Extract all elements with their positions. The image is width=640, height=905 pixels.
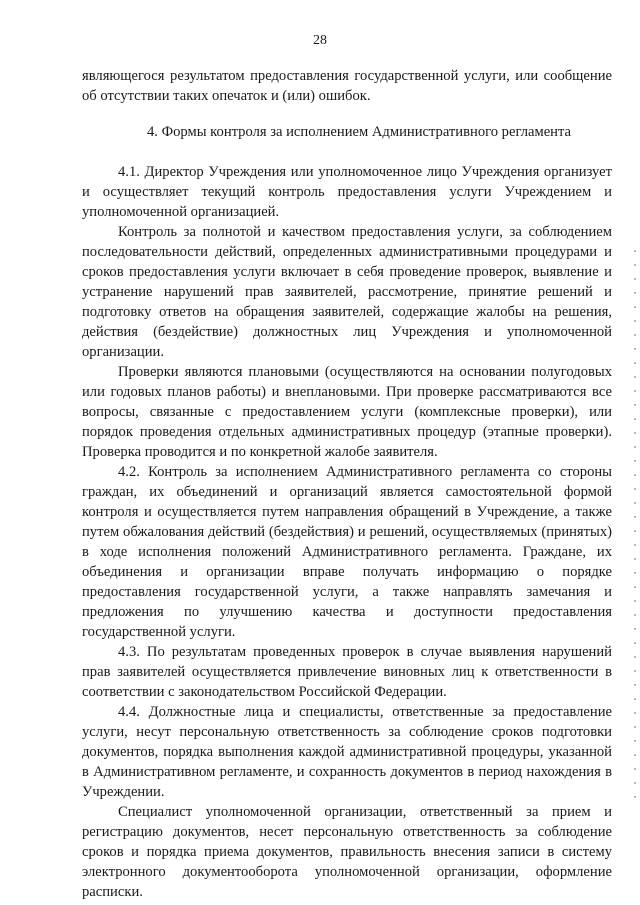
- paragraph: 4.4. Должностные лица и специалисты, ответственные за предоставление услуги, несут персональную ответственность за соблюдение сроков подготовки документов, порядка выполнения каждой административной процедуры, указанной в Административном регламенте, и сохранность документов в период нахождения в Учреждении.: [82, 704, 612, 800]
- paragraph: 4.3. По результатам проведенных проверок в случае выявления нарушений прав заявителей осуществляется привлечение виновных лиц к ответственности в соответствии с законодательством Российской Федерации.: [82, 644, 612, 700]
- paragraph: Контроль за полнотой и качеством предоставления услуги, за соблюдением последовательности действий, определенных административными процедурами и сроков предоставления услуги включает в себя проведение проверок, выявление и устранение нарушений прав заявителей, рассмотрение, принятие решений и подготовку ответов на обращения заявителей, содержащие жалобы на решения, действия (бездействие) должностных лиц Учреждения и уполномоченной организации.: [82, 224, 612, 360]
- paragraph-continuation: являющегося результатом предоставления государственной услуги, или сообщение об отсутствии таких опечаток и (или) ошибок.: [82, 68, 612, 104]
- paragraph: 4.1. Директор Учреждения или уполномоченное лицо Учреждения организует и осуществляет текущий контроль предоставления услуги Учреждением и уполномоченной организацией.: [82, 164, 612, 220]
- scan-edge-marks: [634, 250, 636, 810]
- section-heading: 4. Формы контроля за исполнением Административного регламента: [146, 124, 572, 140]
- paragraph: Специалист уполномоченной организации, ответственный за прием и регистрацию документов, несет персональную ответственность за соблюдение сроков и порядка приема документов, правильность внесения записи в систему электронного документооборота уполномоченной организации, оформление расписки.: [82, 804, 612, 900]
- document-body: [82, 66, 612, 902]
- paragraph: 4.2. Контроль за исполнением Административного регламента со стороны граждан, их объединений и организаций является самостоятельной формой контроля и осуществляется путем направления обращений в Учреждение, а также путем обжалования действий (бездействия) и решений, осуществляемых (принятых) в ходе исполнения положений Административного регламента. Граждане, их объединения и организации вправе получать информацию о порядке предоставления государственной услуги, а также направлять замечания и предложения по улучшению качества и доступности предоставления государственной услуги.: [82, 464, 612, 640]
- paragraph: Проверки являются плановыми (осуществляются на основании полугодовых или годовых планов работы) и внеплановыми. При проверке рассматриваются все вопросы, связанные с предоставлением услуги (комплексные проверки), или порядок проведения отдельных административных процедур (этапные проверки). Проверка проводится и по конкретной жалобе заявителя.: [82, 364, 612, 460]
- page-number: 28: [313, 33, 327, 48]
